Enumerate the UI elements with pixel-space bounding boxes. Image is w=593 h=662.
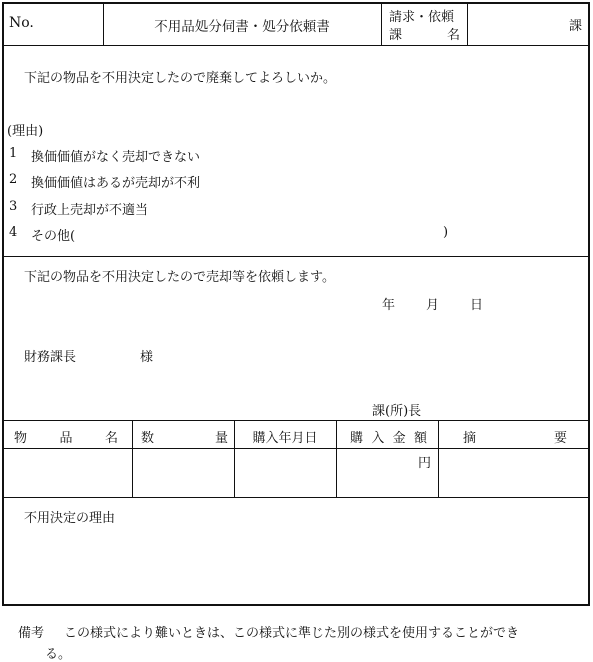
- reason-4-close: ): [443, 225, 449, 240]
- reason-1-number: 1: [9, 146, 18, 161]
- form-title: 不用品処分伺書・処分依頼書: [154, 19, 330, 35]
- table-col-divider-3: [336, 420, 337, 497]
- table-col-divider-4: [438, 420, 439, 497]
- table-top-rule: [2, 420, 590, 421]
- requester-label-mei: 名: [446, 28, 460, 43]
- table-header-rule: [2, 448, 590, 449]
- date-year: 年: [382, 298, 396, 313]
- date-month: 月: [426, 298, 440, 313]
- reason-2-number: 2: [9, 172, 18, 187]
- section-suffix: 課: [569, 19, 583, 34]
- table-bottom-rule: [2, 497, 590, 498]
- table-col-divider-1: [132, 420, 133, 497]
- requester-label-ka: 課: [389, 28, 403, 43]
- footnote-text-line1: この様式により難いときは、この様式に準じた別の様式を使用することができ: [64, 626, 520, 641]
- honorific: 様: [140, 350, 154, 365]
- column-header-item-name: 物 品 名: [14, 431, 118, 446]
- column-header-purchase-date: 購入年月日: [252, 431, 318, 446]
- requester-label-line1: 請求・依頼: [389, 10, 455, 25]
- header-bottom-rule: [2, 45, 590, 46]
- header-divider-3: [467, 2, 468, 45]
- reason-heading: (理由): [7, 124, 44, 139]
- reason-4-number: 4: [9, 225, 18, 240]
- reason-4-text: その他(: [31, 229, 76, 244]
- requester-label-line2: [389, 24, 460, 43]
- reason-3-number: 3: [9, 199, 18, 214]
- date-day: 日: [470, 298, 484, 313]
- column-header-quantity: 数 量: [141, 431, 228, 446]
- header-divider-2: [381, 2, 382, 45]
- request-intro: 下記の物品を不用決定したので売却等を依頼します。: [24, 270, 335, 285]
- reason-3-text: 行政上売却が不適当: [31, 203, 149, 218]
- section-divider: [2, 256, 590, 257]
- number-label: No.: [9, 15, 34, 31]
- reason-2-text: 換価価値はあるが売却が不利: [31, 176, 201, 191]
- reason-section-label: 不用決定の理由: [24, 511, 116, 526]
- reason-1-text: 換価価値がなく売却できない: [31, 150, 201, 165]
- sender-title: 課(所)長: [372, 404, 422, 419]
- addressee: 財務課長: [24, 350, 77, 365]
- disposal-intro: 下記の物品を不用決定したので廃棄してよろしいか。: [24, 71, 337, 86]
- column-header-amount: 購 入 金 額: [350, 431, 427, 446]
- column-header-remarks: 摘 要: [463, 431, 567, 446]
- amount-unit: 円: [418, 456, 432, 471]
- footnote-text-line2: る。: [45, 647, 72, 662]
- footnote-label: 備考: [18, 626, 45, 641]
